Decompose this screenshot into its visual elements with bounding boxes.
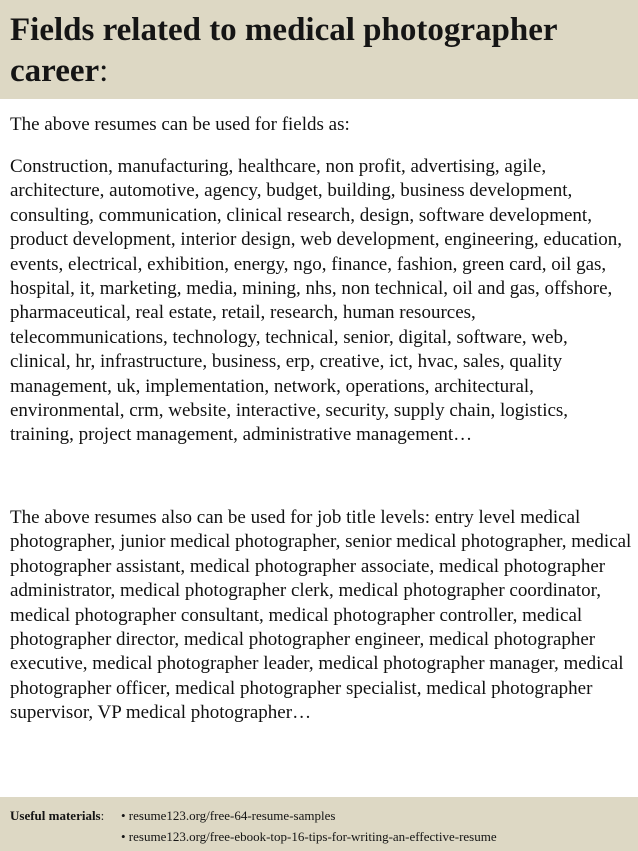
- footer-bar: [0, 797, 638, 851]
- intro-text: The above resumes can be used for fields as:: [10, 114, 350, 135]
- useful-materials-colon: :: [100, 808, 105, 823]
- job-titles-list: The above resumes also can be used for job title levels: entry level medical photographer, junior medical photographer, senior medical photographer, medical photographer assistant, medical photographer associate, medical photographer administrator, medical photographer clerk, medical photographer coordinator, medical photographer consultant, medical photographer controller, medical photographer director, medical photographer engineer, medical photographer executive, medical photographer leader, medical photographer manager, medical photographer officer, medical photographer specialist, medical photographer supervisor, VP medical photographer…: [10, 507, 632, 724]
- useful-materials-label: [10, 808, 104, 824]
- page-title-text: Fields related to medical photographer career: [10, 12, 557, 89]
- footer-link-resume-samples[interactable]: • resume123.org/free-64-resume-samples: [121, 808, 336, 823]
- useful-materials-label-text: Useful materials: [10, 808, 101, 823]
- fields-list: Construction, manufacturing, healthcare, non profit, advertising, agile, architecture, automotive, agency, budget, building, business development, consulting, communication, clinical research, design, software development, product development, interior design, web development, engineering, education, events, electrical, exhibition, energy, ngo, finance, fashion, green card, oil gas, hospital, it, marketing, media, mining, nhs, non technical, oil and gas, offshore, pharmaceutical, real estate, retail, research, human resources, telecommunications, technology, technical, senior, digital, software, web, clinical, hr, infrastructure, business, erp, creative, ict, hvac, sales, quality management, uk, implementation, network, operations, architectural, environmental, crm, website, interactive, security, supply chain, logistics, training, project management, administrative management…: [10, 156, 623, 446]
- header-banner: [0, 0, 638, 99]
- footer-link-ebook-tips[interactable]: • resume123.org/free-ebook-top-16-tips-for-writing-an-effective-resume: [121, 829, 497, 844]
- page-title: [10, 10, 620, 92]
- page-title-colon: :: [99, 53, 109, 89]
